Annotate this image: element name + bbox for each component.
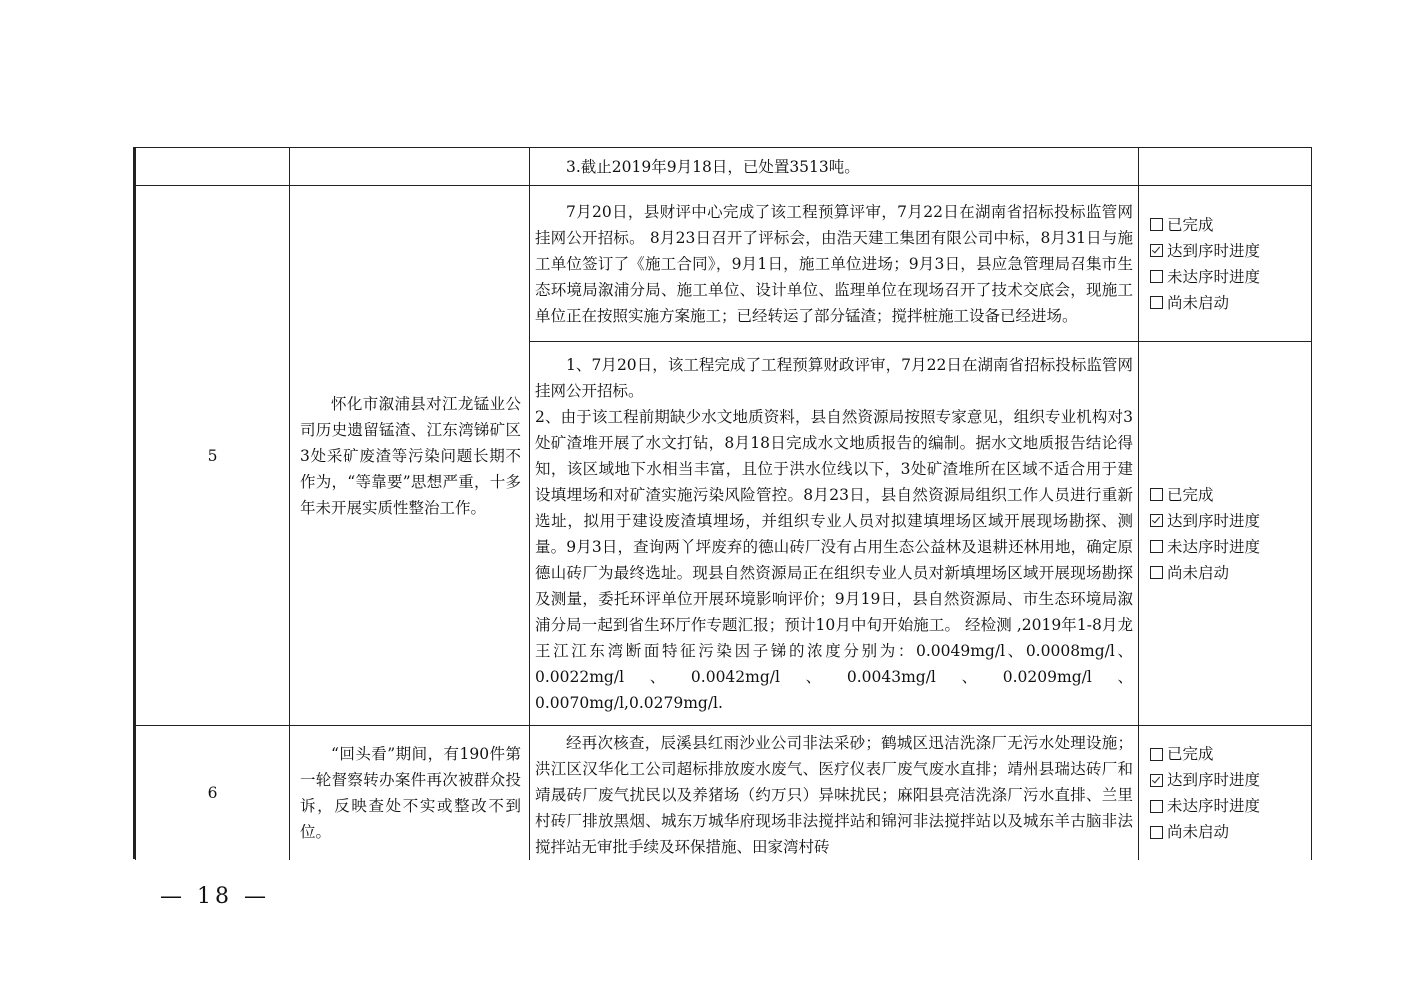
checkbox-checked-icon[interactable] xyxy=(1150,514,1163,527)
table-row xyxy=(136,186,1312,342)
status-option-behind-schedule[interactable]: 未达序时进度 xyxy=(1150,534,1306,560)
checkbox-empty-icon[interactable] xyxy=(1150,296,1163,309)
issue-cell xyxy=(290,148,530,186)
status-cell xyxy=(1139,148,1312,186)
checkbox-empty-icon[interactable] xyxy=(1150,566,1163,579)
status-option-not-started[interactable]: 尚未启动 xyxy=(1150,290,1306,316)
row-number: 6 xyxy=(136,726,290,861)
table-row xyxy=(136,148,1312,186)
measure-description: 经再次核查，辰溪县红雨沙业公司非法采砂；鹤城区迅洁洗涤厂无污水处理设施；洪江区汉华化工公司超标排放废水废气、医疗仪表厂废气废水直排；靖州县瑞达砖厂和靖晟砖厂废气扰民以及养猪场（约万只）异味扰民；麻阳县亮洁洗涤厂污水直排、兰里村砖厂排放黑烟、城东万城华府现场非法搅拌站和锦河非法搅拌站以及城东羊古脑非法搅拌站无审批手续及环保措施、田家湾村砖 xyxy=(530,726,1139,861)
issue-description: 怀化市溆浦县对江龙锰业公司历史遗留锰渣、江东湾锑矿区3处采矿废渣等污染问题长期不作为，“等靠要”思想严重，十多年未开展实质性整治工作。 xyxy=(290,186,530,726)
checkbox-empty-icon[interactable] xyxy=(1150,826,1163,839)
status-option-on-schedule[interactable]: 达到序时进度 xyxy=(1150,767,1306,793)
status-option-completed[interactable]: 已完成 xyxy=(1150,741,1306,767)
checkbox-checked-icon[interactable] xyxy=(1150,244,1163,257)
status-option-completed[interactable]: 已完成 xyxy=(1150,482,1306,508)
measure-cell: 3.截止2019年9月18日，已处置3513吨。 xyxy=(530,148,1139,186)
issue-description: “回头看”期间，有190件第一轮督察转办案件再次被群众投诉，反映查处不实或整改不到位。 xyxy=(290,726,530,861)
status-option-not-started[interactable]: 尚未启动 xyxy=(1150,560,1306,586)
checkbox-empty-icon[interactable] xyxy=(1150,488,1163,501)
status-options xyxy=(1139,726,1312,861)
status-option-on-schedule[interactable]: 达到序时进度 xyxy=(1150,508,1306,534)
checkbox-empty-icon[interactable] xyxy=(1150,218,1163,231)
measure-paragraph: 2、由于该工程前期缺少水文地质资料，县自然资源局按照专家意见，组织专业机构对3处矿渣堆开展了水文打钻，8月18日完成水文地质报告的编制。据水文地质报告结论得知，该区域地下水相当丰富，且位于洪水位线以下，3处矿渣堆所在区域不适合用于建设填埋场和对矿渣实施污染风险管控。8月23日，县自然资源局组织工作人员进行重新选址，拟用于建设废渣填埋场，并组织专业人员对拟建填埋场区域开展现场勘探、测量。9月3日，查询两丫坪废弃的德山砖厂没有占用生态公益林及退耕还林用地，确定原德山砖厂为最终选址。现县自然资源局正在组织专业人员对新填埋场区域开展现场勘探及测量，委托环评单位开展环境影响评价；9月19日，县自然资源局、市生态环境局溆浦分局一起到省生环厅作专题汇报；预计10月中旬开始施工。 经检测 ,2019年1-8月龙王江江东湾断面特征污染因子锑的浓度分别为：0.0049mg/l、0.0008mg/l、0.0022mg/l、0.0042mg/l、0.0043mg/l、0.0209mg/l、0.0070mg/l,0.0279mg/l. xyxy=(535,407,1133,712)
measure-description: 7月20日，县财评中心完成了该工程预算评审，7月22日在湖南省招标投标监管网挂网公开招标。 8月23日召开了评标会，由浩天建工集团有限公司中标，8月31日与施工单位签订了《施工合同》，9月1日，施工单位进场；9月3日，县应急管理局召集市生态环境局溆浦分局、施工单位、设计单位、监理单位在现场召开了技术交底会，现施工单位正在按照实施方案施工；已经转运了部分锰渣；搅拌桩施工设备已经进场。 xyxy=(530,186,1139,342)
status-options xyxy=(1139,342,1312,726)
checkbox-empty-icon[interactable] xyxy=(1150,800,1163,813)
measure-description xyxy=(530,342,1139,726)
status-option-behind-schedule[interactable]: 未达序时进度 xyxy=(1150,264,1306,290)
status-option-behind-schedule[interactable]: 未达序时进度 xyxy=(1150,793,1306,819)
measure-paragraph: 1、7月20日，该工程完成了工程预算财政评审，7月22日在湖南省招标投标监管网挂网公开招标。 xyxy=(535,355,1133,400)
status-option-completed[interactable]: 已完成 xyxy=(1150,212,1306,238)
table-row xyxy=(136,726,1312,861)
checkbox-empty-icon[interactable] xyxy=(1150,270,1163,283)
page-number: — 18 — xyxy=(160,884,270,909)
checkbox-checked-icon[interactable] xyxy=(1150,774,1163,787)
rectification-table xyxy=(135,147,1312,860)
status-options xyxy=(1139,186,1312,342)
status-option-on-schedule[interactable]: 达到序时进度 xyxy=(1150,238,1306,264)
checkbox-empty-icon[interactable] xyxy=(1150,748,1163,761)
checkbox-empty-icon[interactable] xyxy=(1150,540,1163,553)
status-option-not-started[interactable]: 尚未启动 xyxy=(1150,819,1306,845)
row-number: 5 xyxy=(136,186,290,726)
number-cell xyxy=(136,148,290,186)
